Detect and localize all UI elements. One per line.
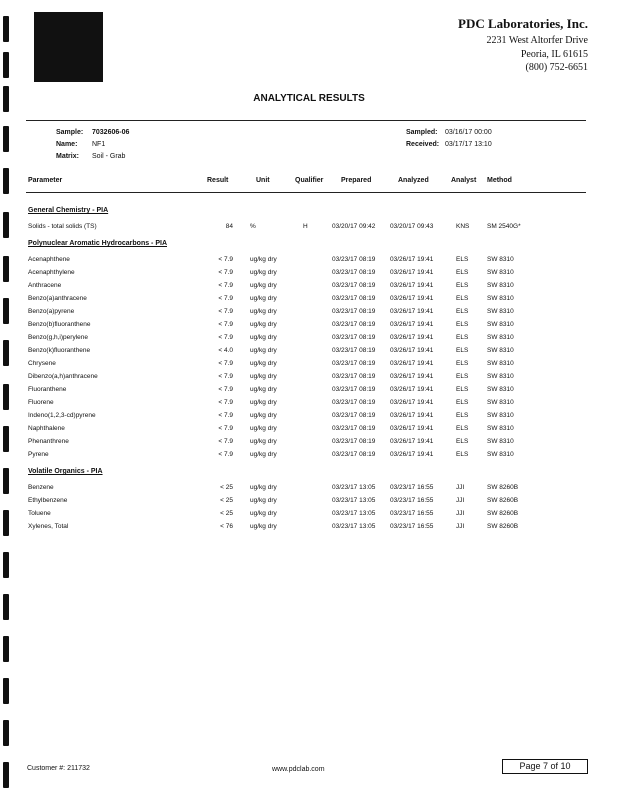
- binder-punch: [3, 168, 9, 194]
- cell-analyst: ELS: [456, 412, 469, 419]
- lab-logo: [34, 12, 103, 82]
- cell-result: < 7.9: [218, 386, 233, 393]
- cell-result: 84: [225, 223, 233, 230]
- cell-unit: ug/kg dry: [250, 308, 277, 315]
- cell-result: < 7.9: [218, 282, 233, 289]
- cell-parameter: Chrysene: [28, 360, 56, 367]
- table-row: [0, 386, 618, 398]
- table-row: [0, 282, 618, 294]
- cell-prepared: 03/23/17 08:19: [332, 360, 376, 367]
- cell-method: SW 8310: [487, 412, 514, 419]
- sampled-label: Sampled:: [406, 129, 438, 136]
- cell-unit: ug/kg dry: [250, 425, 277, 432]
- cell-analyzed: 03/26/17 19:41: [390, 256, 434, 263]
- cell-result: < 7.9: [218, 360, 233, 367]
- table-row: [0, 399, 618, 411]
- cell-prepared: 03/23/17 08:19: [332, 451, 376, 458]
- binder-punch: [3, 720, 9, 746]
- cell-unit: ug/kg dry: [250, 386, 277, 393]
- cell-method: SW 8310: [487, 295, 514, 302]
- cell-analyst: ELS: [456, 308, 469, 315]
- cell-method: SW 8310: [487, 269, 514, 276]
- binder-punch: [3, 52, 9, 78]
- cell-parameter: Xylenes, Total: [28, 523, 69, 530]
- cell-analyst: KNS: [456, 223, 470, 230]
- cell-parameter: Benzo(b)fluoranthene: [28, 321, 91, 328]
- col-qualifier: Qualifier: [295, 177, 324, 184]
- table-row: [0, 269, 618, 281]
- lab-address: 2231 West Altorfer Drive: [486, 35, 588, 46]
- cell-result: < 7.9: [218, 321, 233, 328]
- col-prepared: Prepared: [341, 177, 372, 184]
- cell-prepared: 03/23/17 08:19: [332, 282, 376, 289]
- cell-method: SW 8310: [487, 451, 514, 458]
- cell-analyzed: 03/26/17 19:41: [390, 399, 434, 406]
- name-label: Name:: [56, 141, 78, 148]
- cell-prepared: 03/23/17 08:19: [332, 438, 376, 445]
- cell-unit: ug/kg dry: [250, 510, 277, 517]
- cell-unit: ug/kg dry: [250, 497, 277, 504]
- cell-prepared: 03/23/17 08:19: [332, 334, 376, 341]
- section-title: Polynuclear Aromatic Hydrocarbons - PIA: [28, 240, 167, 247]
- cell-analyst: ELS: [456, 256, 469, 263]
- table-row: [0, 295, 618, 307]
- table-row: [0, 412, 618, 424]
- cell-unit: ug/kg dry: [250, 282, 277, 289]
- cell-analyst: ELS: [456, 360, 469, 367]
- cell-method: SW 8310: [487, 308, 514, 315]
- cell-analyst: JJI: [456, 523, 465, 530]
- cell-prepared: 03/23/17 08:19: [332, 425, 376, 432]
- cell-result: < 25: [220, 497, 233, 504]
- sample-label: Sample:: [56, 129, 84, 136]
- cell-method: SW 8310: [487, 399, 514, 406]
- cell-result: < 7.9: [218, 412, 233, 419]
- cell-analyzed: 03/26/17 19:41: [390, 425, 434, 432]
- cell-method: SW 8310: [487, 256, 514, 263]
- received-value: 03/17/17 13:10: [445, 141, 492, 148]
- cell-parameter: Ethylbenzene: [28, 497, 68, 504]
- table-row: [0, 347, 618, 359]
- table-row: [0, 451, 618, 463]
- sampled-value: 03/16/17 00:00: [445, 129, 492, 136]
- cell-parameter: Fluorene: [28, 399, 54, 406]
- col-parameter: Parameter: [28, 177, 63, 184]
- cell-method: SW 8310: [487, 334, 514, 341]
- lab-name: PDC Laboratories, Inc.: [458, 16, 588, 31]
- cell-analyzed: 03/26/17 19:41: [390, 282, 434, 289]
- cell-result: < 7.9: [218, 334, 233, 341]
- cell-analyzed: 03/26/17 19:41: [390, 386, 434, 393]
- cell-analyst: JJI: [456, 497, 465, 504]
- cell-result: < 7.9: [218, 308, 233, 315]
- cell-unit: ug/kg dry: [250, 399, 277, 406]
- cell-analyzed: 03/23/17 16:55: [390, 510, 434, 517]
- cell-prepared: 03/23/17 08:19: [332, 412, 376, 419]
- cell-prepared: 03/23/17 08:19: [332, 386, 376, 393]
- cell-analyst: JJI: [456, 510, 465, 517]
- col-analyzed: Analyzed: [398, 177, 429, 184]
- cell-analyzed: 03/26/17 19:41: [390, 321, 434, 328]
- cell-unit: ug/kg dry: [250, 523, 277, 530]
- matrix-label: Matrix:: [56, 153, 79, 160]
- page-indicator: Page 7 of 10: [502, 759, 588, 774]
- name-value: NF1: [92, 141, 106, 148]
- cell-analyzed: 03/23/17 16:55: [390, 523, 434, 530]
- cell-prepared: 03/23/17 13:05: [332, 523, 376, 530]
- cell-prepared: 03/23/17 08:19: [332, 373, 376, 380]
- cell-unit: ug/kg dry: [250, 321, 277, 328]
- cell-prepared: 03/23/17 08:19: [332, 295, 376, 302]
- cell-analyst: ELS: [456, 321, 469, 328]
- table-row: [0, 373, 618, 385]
- table-row: [0, 256, 618, 268]
- table-row: [0, 334, 618, 346]
- report-title: ANALYTICAL RESULTS: [253, 93, 365, 104]
- table-row: [0, 223, 618, 235]
- cell-prepared: 03/23/17 13:05: [332, 497, 376, 504]
- cell-result: < 76: [220, 523, 233, 530]
- cell-analyzed: 03/26/17 19:41: [390, 334, 434, 341]
- cell-method: SW 8310: [487, 360, 514, 367]
- cell-unit: ug/kg dry: [250, 360, 277, 367]
- table-row: [0, 484, 618, 496]
- cell-analyst: ELS: [456, 438, 469, 445]
- cell-prepared: 03/23/17 08:19: [332, 321, 376, 328]
- cell-parameter: Phenanthrene: [28, 438, 69, 445]
- cell-result: < 7.9: [218, 256, 233, 263]
- cell-unit: ug/kg dry: [250, 347, 277, 354]
- col-method: Method: [487, 177, 512, 184]
- cell-unit: ug/kg dry: [250, 373, 277, 380]
- cell-parameter: Anthracene: [28, 282, 62, 289]
- cell-method: SW 8310: [487, 438, 514, 445]
- cell-prepared: 03/20/17 09:42: [332, 223, 376, 230]
- cell-analyst: ELS: [456, 386, 469, 393]
- cell-parameter: Dibenzo(a,h)anthracene: [28, 373, 98, 380]
- cell-unit: %: [250, 223, 256, 230]
- cell-parameter: Acenaphthylene: [28, 269, 75, 276]
- table-row: [0, 308, 618, 320]
- cell-method: SW 8260B: [487, 484, 519, 491]
- cell-parameter: Fluoranthene: [28, 386, 67, 393]
- cell-qualifier: H: [303, 223, 308, 230]
- cell-result: < 7.9: [218, 295, 233, 302]
- lab-city: Peoria, IL 61615: [520, 49, 588, 60]
- cell-prepared: 03/23/17 13:05: [332, 510, 376, 517]
- cell-analyzed: 03/26/17 19:41: [390, 373, 434, 380]
- cell-parameter: Benzo(a)pyrene: [28, 308, 75, 315]
- cell-analyst: ELS: [456, 373, 469, 380]
- cell-result: < 7.9: [218, 399, 233, 406]
- cell-analyst: ELS: [456, 269, 469, 276]
- header-divider: [26, 192, 586, 193]
- cell-result: < 7.9: [218, 451, 233, 458]
- cell-prepared: 03/23/17 08:19: [332, 399, 376, 406]
- cell-analyzed: 03/26/17 19:41: [390, 412, 434, 419]
- cell-method: SW 8310: [487, 425, 514, 432]
- cell-parameter: Benzo(k)fluoranthene: [28, 347, 91, 354]
- cell-unit: ug/kg dry: [250, 412, 277, 419]
- received-label: Received:: [406, 141, 440, 148]
- cell-prepared: 03/23/17 08:19: [332, 347, 376, 354]
- cell-analyst: ELS: [456, 282, 469, 289]
- cell-result: < 4.0: [218, 347, 233, 354]
- cell-parameter: Benzene: [28, 484, 54, 491]
- cell-method: SW 8310: [487, 347, 514, 354]
- section-title: Volatile Organics - PIA: [28, 468, 103, 475]
- table-row: [0, 425, 618, 437]
- cell-unit: ug/kg dry: [250, 438, 277, 445]
- cell-prepared: 03/23/17 08:19: [332, 256, 376, 263]
- cell-parameter: Toluene: [28, 510, 51, 517]
- cell-analyzed: 03/26/17 19:41: [390, 360, 434, 367]
- cell-method: SW 8310: [487, 373, 514, 380]
- cell-unit: ug/kg dry: [250, 269, 277, 276]
- cell-analyzed: 03/26/17 19:41: [390, 451, 434, 458]
- cell-analyzed: 03/23/17 16:55: [390, 497, 434, 504]
- cell-analyst: ELS: [456, 451, 469, 458]
- cell-result: < 7.9: [218, 373, 233, 380]
- cell-parameter: Solids - total solids (TS): [28, 223, 97, 230]
- col-unit: Unit: [256, 177, 270, 184]
- binder-punch: [3, 762, 9, 788]
- cell-prepared: 03/23/17 13:05: [332, 484, 376, 491]
- binder-punch: [3, 678, 9, 704]
- customer-number: Customer #: 211732: [27, 765, 90, 772]
- cell-analyst: ELS: [456, 399, 469, 406]
- cell-analyzed: 03/26/17 19:41: [390, 269, 434, 276]
- cell-method: SW 8310: [487, 321, 514, 328]
- cell-parameter: Acenaphthene: [28, 256, 70, 263]
- matrix-value: Soil - Grab: [92, 153, 126, 160]
- cell-method: SW 8260B: [487, 497, 519, 504]
- cell-parameter: Indeno(1,2,3-cd)pyrene: [28, 412, 96, 419]
- cell-analyzed: 03/26/17 19:41: [390, 438, 434, 445]
- cell-parameter: Pyrene: [28, 451, 49, 458]
- table-row: [0, 438, 618, 450]
- cell-analyzed: 03/20/17 09:43: [390, 223, 434, 230]
- cell-unit: ug/kg dry: [250, 451, 277, 458]
- cell-analyzed: 03/23/17 16:55: [390, 484, 434, 491]
- cell-method: SW 8310: [487, 386, 514, 393]
- cell-method: SM 2540G*: [487, 223, 521, 230]
- binder-punch: [3, 16, 9, 42]
- top-divider: [26, 120, 586, 121]
- cell-analyzed: 03/26/17 19:41: [390, 308, 434, 315]
- cell-prepared: 03/23/17 08:19: [332, 308, 376, 315]
- website-link[interactable]: www.pdclab.com: [272, 766, 325, 773]
- cell-analyst: ELS: [456, 295, 469, 302]
- cell-result: < 7.9: [218, 425, 233, 432]
- cell-parameter: Benzo(a)anthracene: [28, 295, 87, 302]
- section-title: General Chemistry - PIA: [28, 207, 109, 214]
- cell-unit: ug/kg dry: [250, 484, 277, 491]
- cell-result: < 25: [220, 510, 233, 517]
- table-row: [0, 321, 618, 333]
- cell-unit: ug/kg dry: [250, 334, 277, 341]
- cell-prepared: 03/23/17 08:19: [332, 269, 376, 276]
- table-row: [0, 497, 618, 509]
- cell-analyzed: 03/26/17 19:41: [390, 347, 434, 354]
- cell-parameter: Naphthalene: [28, 425, 65, 432]
- cell-result: < 7.9: [218, 438, 233, 445]
- cell-analyst: JJI: [456, 484, 465, 491]
- cell-analyst: ELS: [456, 334, 469, 341]
- cell-analyst: ELS: [456, 347, 469, 354]
- sample-value: 7032606-06: [92, 129, 130, 136]
- table-row: [0, 523, 618, 535]
- cell-unit: ug/kg dry: [250, 256, 277, 263]
- cell-result: < 7.9: [218, 269, 233, 276]
- cell-analyzed: 03/26/17 19:41: [390, 295, 434, 302]
- lab-phone: (800) 752-6651: [525, 62, 588, 73]
- cell-parameter: Benzo(g,h,i)perylene: [28, 334, 88, 341]
- cell-unit: ug/kg dry: [250, 295, 277, 302]
- table-row: [0, 510, 618, 522]
- col-analyst: Analyst: [451, 177, 477, 184]
- table-row: [0, 360, 618, 372]
- binder-punch: [3, 126, 9, 152]
- cell-method: SW 8260B: [487, 523, 519, 530]
- binder-punch: [3, 636, 9, 662]
- col-result: Result: [207, 177, 229, 184]
- binder-punch: [3, 594, 9, 620]
- cell-method: SW 8260B: [487, 510, 519, 517]
- cell-result: < 25: [220, 484, 233, 491]
- cell-analyst: ELS: [456, 425, 469, 432]
- binder-punch: [3, 552, 9, 578]
- cell-method: SW 8310: [487, 282, 514, 289]
